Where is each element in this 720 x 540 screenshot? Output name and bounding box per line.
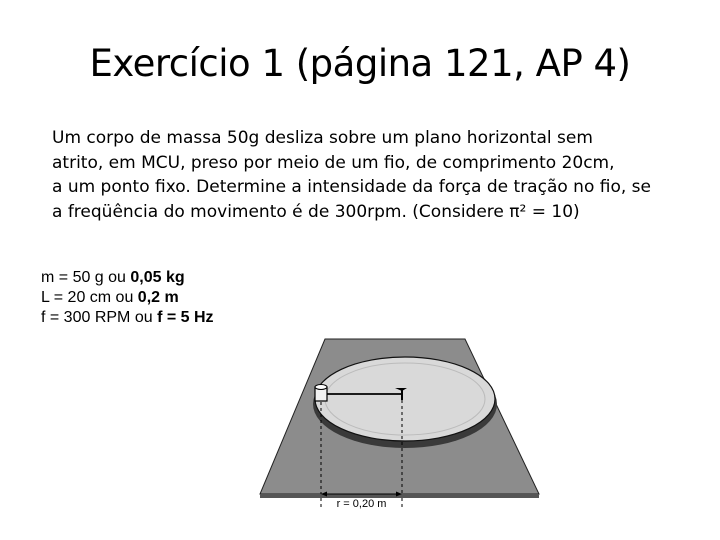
given-mass	[41, 268, 214, 288]
mcu-diagram	[255, 336, 545, 536]
problem-line: atrito, em MCU, preso por meio de um fio, de comprimento 20cm,	[52, 152, 615, 173]
given-mass-converted: 0,05 kg	[130, 269, 185, 286]
given-length-plain: L = 20 cm ou	[41, 289, 138, 306]
given-frequency	[41, 308, 214, 328]
radius-label: r = 0,20 m	[336, 498, 387, 510]
given-frequency-plain: f = 300 RPM ou	[41, 309, 158, 326]
given-length	[41, 288, 214, 308]
problem-line: Um corpo de massa 50g desliza sobre um plano horizontal sem	[52, 128, 593, 148]
given-length-converted: 0,2 m	[137, 289, 179, 306]
circular-track	[315, 357, 495, 441]
given-data	[41, 268, 214, 328]
problem-line: a freqüência do movimento é de 300rpm. (Considere π² = 10)	[52, 201, 580, 222]
given-frequency-converted: f = 5 Hz	[157, 309, 214, 326]
body-top	[315, 385, 327, 390]
problem-line: a um ponto fixo. Determine a intensidade da força de tração no fio, se	[52, 177, 651, 197]
slide-title: Exercício 1 (página 121, AP 4)	[89, 42, 631, 85]
given-mass-plain: m = 50 g ou	[41, 269, 131, 286]
problem-statement	[52, 126, 712, 224]
